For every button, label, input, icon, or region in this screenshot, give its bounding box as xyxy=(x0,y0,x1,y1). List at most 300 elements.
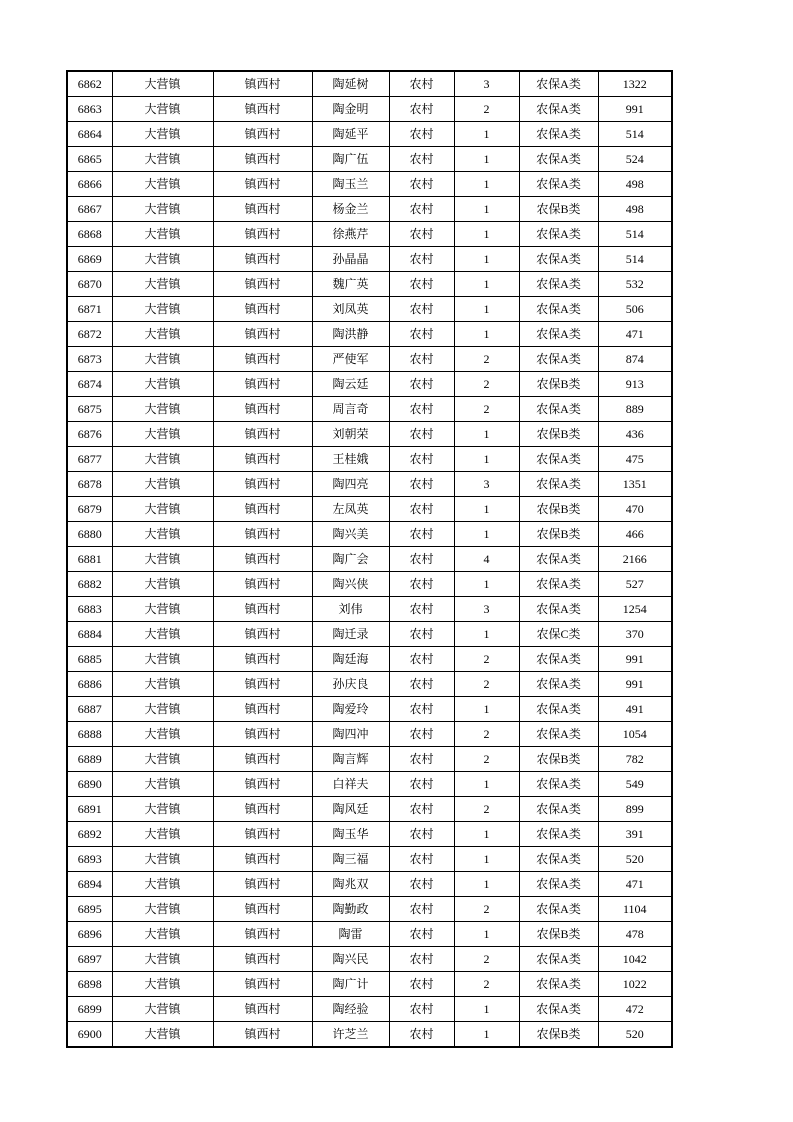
cell-town: 大营镇 xyxy=(112,172,213,197)
cell-serial_no: 6899 xyxy=(67,997,112,1022)
cell-village: 镇西村 xyxy=(213,647,312,672)
cell-name: 杨金兰 xyxy=(312,197,389,222)
cell-serial_no: 6886 xyxy=(67,672,112,697)
table-row xyxy=(67,647,672,672)
cell-village: 镇西村 xyxy=(213,622,312,647)
cell-residence_type: 农村 xyxy=(389,147,454,172)
cell-person_count: 1 xyxy=(454,572,519,597)
table-row xyxy=(67,922,672,947)
cell-amount: 874 xyxy=(598,347,672,372)
cell-village: 镇西村 xyxy=(213,822,312,847)
cell-person_count: 2 xyxy=(454,372,519,397)
cell-residence_type: 农村 xyxy=(389,722,454,747)
cell-town: 大营镇 xyxy=(112,847,213,872)
cell-name: 王桂娥 xyxy=(312,447,389,472)
cell-village: 镇西村 xyxy=(213,71,312,97)
cell-residence_type: 农村 xyxy=(389,897,454,922)
cell-amount: 991 xyxy=(598,97,672,122)
cell-serial_no: 6874 xyxy=(67,372,112,397)
cell-person_count: 1 xyxy=(454,322,519,347)
cell-person_count: 1 xyxy=(454,922,519,947)
cell-village: 镇西村 xyxy=(213,797,312,822)
cell-amount: 782 xyxy=(598,747,672,772)
cell-amount: 899 xyxy=(598,797,672,822)
cell-amount: 889 xyxy=(598,397,672,422)
cell-serial_no: 6896 xyxy=(67,922,112,947)
table-row xyxy=(67,697,672,722)
cell-name: 陶广会 xyxy=(312,547,389,572)
table-row xyxy=(67,797,672,822)
table-row xyxy=(67,197,672,222)
cell-serial_no: 6897 xyxy=(67,947,112,972)
cell-serial_no: 6878 xyxy=(67,472,112,497)
cell-town: 大营镇 xyxy=(112,922,213,947)
cell-residence_type: 农村 xyxy=(389,372,454,397)
cell-person_count: 1 xyxy=(454,147,519,172)
cell-name: 陶四冲 xyxy=(312,722,389,747)
cell-name: 周言奇 xyxy=(312,397,389,422)
cell-amount: 472 xyxy=(598,997,672,1022)
cell-town: 大营镇 xyxy=(112,71,213,97)
cell-name: 陶三福 xyxy=(312,847,389,872)
cell-village: 镇西村 xyxy=(213,872,312,897)
cell-serial_no: 6885 xyxy=(67,647,112,672)
cell-serial_no: 6889 xyxy=(67,747,112,772)
cell-serial_no: 6873 xyxy=(67,347,112,372)
table-row xyxy=(67,672,672,697)
cell-village: 镇西村 xyxy=(213,772,312,797)
cell-residence_type: 农村 xyxy=(389,847,454,872)
cell-insurance_class: 农保A类 xyxy=(519,847,598,872)
table-row xyxy=(67,397,672,422)
cell-person_count: 2 xyxy=(454,897,519,922)
cell-serial_no: 6890 xyxy=(67,772,112,797)
cell-insurance_class: 农保C类 xyxy=(519,622,598,647)
cell-serial_no: 6862 xyxy=(67,71,112,97)
cell-name: 陶爱玲 xyxy=(312,697,389,722)
cell-insurance_class: 农保A类 xyxy=(519,897,598,922)
table-row xyxy=(67,222,672,247)
table-row xyxy=(67,522,672,547)
table-row xyxy=(67,722,672,747)
cell-insurance_class: 农保A类 xyxy=(519,672,598,697)
cell-village: 镇西村 xyxy=(213,272,312,297)
cell-residence_type: 农村 xyxy=(389,797,454,822)
cell-amount: 466 xyxy=(598,522,672,547)
cell-town: 大营镇 xyxy=(112,97,213,122)
cell-insurance_class: 农保A类 xyxy=(519,947,598,972)
cell-name: 陶延平 xyxy=(312,122,389,147)
table-row xyxy=(67,322,672,347)
cell-amount: 524 xyxy=(598,147,672,172)
cell-name: 许芝兰 xyxy=(312,1022,389,1048)
cell-name: 陶风廷 xyxy=(312,797,389,822)
table-row xyxy=(67,947,672,972)
cell-person_count: 1 xyxy=(454,447,519,472)
cell-person_count: 2 xyxy=(454,972,519,997)
cell-person_count: 2 xyxy=(454,397,519,422)
cell-insurance_class: 农保A类 xyxy=(519,447,598,472)
cell-name: 陶雷 xyxy=(312,922,389,947)
cell-insurance_class: 农保A类 xyxy=(519,997,598,1022)
cell-town: 大营镇 xyxy=(112,747,213,772)
cell-insurance_class: 农保A类 xyxy=(519,597,598,622)
cell-serial_no: 6868 xyxy=(67,222,112,247)
cell-village: 镇西村 xyxy=(213,247,312,272)
records-table-body xyxy=(67,71,672,1047)
cell-town: 大营镇 xyxy=(112,622,213,647)
cell-village: 镇西村 xyxy=(213,447,312,472)
cell-town: 大营镇 xyxy=(112,247,213,272)
cell-serial_no: 6867 xyxy=(67,197,112,222)
cell-person_count: 1 xyxy=(454,497,519,522)
cell-amount: 491 xyxy=(598,697,672,722)
cell-insurance_class: 农保A类 xyxy=(519,697,598,722)
cell-name: 刘凤英 xyxy=(312,297,389,322)
cell-town: 大营镇 xyxy=(112,122,213,147)
cell-person_count: 2 xyxy=(454,947,519,972)
cell-town: 大营镇 xyxy=(112,447,213,472)
cell-name: 孙庆良 xyxy=(312,672,389,697)
cell-insurance_class: 农保B类 xyxy=(519,422,598,447)
table-row xyxy=(67,597,672,622)
cell-insurance_class: 农保A类 xyxy=(519,797,598,822)
cell-town: 大营镇 xyxy=(112,397,213,422)
table-row xyxy=(67,172,672,197)
cell-serial_no: 6888 xyxy=(67,722,112,747)
cell-amount: 527 xyxy=(598,572,672,597)
cell-town: 大营镇 xyxy=(112,522,213,547)
table-row xyxy=(67,247,672,272)
cell-town: 大营镇 xyxy=(112,322,213,347)
cell-town: 大营镇 xyxy=(112,497,213,522)
cell-amount: 514 xyxy=(598,247,672,272)
cell-residence_type: 农村 xyxy=(389,947,454,972)
cell-serial_no: 6881 xyxy=(67,547,112,572)
cell-residence_type: 农村 xyxy=(389,497,454,522)
table-row xyxy=(67,71,672,97)
cell-residence_type: 农村 xyxy=(389,597,454,622)
cell-insurance_class: 农保A类 xyxy=(519,972,598,997)
cell-amount: 471 xyxy=(598,322,672,347)
cell-residence_type: 农村 xyxy=(389,71,454,97)
cell-village: 镇西村 xyxy=(213,722,312,747)
cell-residence_type: 农村 xyxy=(389,472,454,497)
cell-residence_type: 农村 xyxy=(389,522,454,547)
cell-serial_no: 6882 xyxy=(67,572,112,597)
cell-insurance_class: 农保A类 xyxy=(519,297,598,322)
cell-town: 大营镇 xyxy=(112,297,213,322)
cell-town: 大营镇 xyxy=(112,722,213,747)
cell-insurance_class: 农保A类 xyxy=(519,872,598,897)
cell-town: 大营镇 xyxy=(112,872,213,897)
cell-person_count: 1 xyxy=(454,997,519,1022)
cell-amount: 370 xyxy=(598,622,672,647)
cell-person_count: 1 xyxy=(454,197,519,222)
cell-village: 镇西村 xyxy=(213,972,312,997)
cell-town: 大营镇 xyxy=(112,272,213,297)
cell-serial_no: 6894 xyxy=(67,872,112,897)
table-row xyxy=(67,872,672,897)
cell-residence_type: 农村 xyxy=(389,822,454,847)
cell-town: 大营镇 xyxy=(112,472,213,497)
cell-serial_no: 6865 xyxy=(67,147,112,172)
cell-amount: 1054 xyxy=(598,722,672,747)
cell-serial_no: 6875 xyxy=(67,397,112,422)
cell-village: 镇西村 xyxy=(213,172,312,197)
cell-person_count: 2 xyxy=(454,722,519,747)
table-row xyxy=(67,97,672,122)
cell-amount: 520 xyxy=(598,1022,672,1048)
cell-person_count: 1 xyxy=(454,697,519,722)
cell-person_count: 1 xyxy=(454,772,519,797)
cell-residence_type: 农村 xyxy=(389,322,454,347)
cell-name: 陶金明 xyxy=(312,97,389,122)
cell-residence_type: 农村 xyxy=(389,272,454,297)
cell-town: 大营镇 xyxy=(112,947,213,972)
cell-person_count: 1 xyxy=(454,272,519,297)
cell-person_count: 3 xyxy=(454,597,519,622)
cell-village: 镇西村 xyxy=(213,347,312,372)
table-row xyxy=(67,297,672,322)
cell-person_count: 2 xyxy=(454,672,519,697)
cell-village: 镇西村 xyxy=(213,497,312,522)
cell-name: 陶玉兰 xyxy=(312,172,389,197)
cell-town: 大营镇 xyxy=(112,647,213,672)
cell-amount: 1022 xyxy=(598,972,672,997)
cell-serial_no: 6892 xyxy=(67,822,112,847)
table-row xyxy=(67,447,672,472)
cell-person_count: 2 xyxy=(454,747,519,772)
cell-village: 镇西村 xyxy=(213,897,312,922)
cell-insurance_class: 农保B类 xyxy=(519,747,598,772)
cell-person_count: 3 xyxy=(454,472,519,497)
table-row xyxy=(67,972,672,997)
cell-village: 镇西村 xyxy=(213,572,312,597)
cell-amount: 506 xyxy=(598,297,672,322)
cell-name: 陶勤政 xyxy=(312,897,389,922)
cell-amount: 991 xyxy=(598,647,672,672)
cell-village: 镇西村 xyxy=(213,847,312,872)
records-table xyxy=(66,70,673,1048)
table-row xyxy=(67,347,672,372)
cell-serial_no: 6870 xyxy=(67,272,112,297)
cell-name: 陶迁录 xyxy=(312,622,389,647)
cell-village: 镇西村 xyxy=(213,97,312,122)
cell-residence_type: 农村 xyxy=(389,922,454,947)
cell-insurance_class: 农保B类 xyxy=(519,372,598,397)
cell-insurance_class: 农保A类 xyxy=(519,772,598,797)
cell-name: 左凤英 xyxy=(312,497,389,522)
table-row xyxy=(67,497,672,522)
cell-insurance_class: 农保A类 xyxy=(519,122,598,147)
cell-town: 大营镇 xyxy=(112,972,213,997)
cell-amount: 532 xyxy=(598,272,672,297)
cell-residence_type: 农村 xyxy=(389,872,454,897)
cell-town: 大营镇 xyxy=(112,547,213,572)
cell-serial_no: 6880 xyxy=(67,522,112,547)
table-row xyxy=(67,122,672,147)
table-row xyxy=(67,422,672,447)
cell-insurance_class: 农保B类 xyxy=(519,497,598,522)
cell-insurance_class: 农保A类 xyxy=(519,647,598,672)
table-row xyxy=(67,822,672,847)
cell-insurance_class: 农保A类 xyxy=(519,222,598,247)
cell-serial_no: 6872 xyxy=(67,322,112,347)
cell-town: 大营镇 xyxy=(112,197,213,222)
cell-village: 镇西村 xyxy=(213,422,312,447)
cell-insurance_class: 农保B类 xyxy=(519,922,598,947)
cell-name: 陶云廷 xyxy=(312,372,389,397)
cell-village: 镇西村 xyxy=(213,472,312,497)
cell-insurance_class: 农保A类 xyxy=(519,272,598,297)
cell-insurance_class: 农保A类 xyxy=(519,247,598,272)
cell-amount: 520 xyxy=(598,847,672,872)
cell-name: 白祥夫 xyxy=(312,772,389,797)
cell-amount: 913 xyxy=(598,372,672,397)
cell-insurance_class: 农保B类 xyxy=(519,522,598,547)
cell-serial_no: 6864 xyxy=(67,122,112,147)
cell-amount: 1104 xyxy=(598,897,672,922)
cell-serial_no: 6898 xyxy=(67,972,112,997)
cell-person_count: 1 xyxy=(454,222,519,247)
cell-residence_type: 农村 xyxy=(389,422,454,447)
cell-residence_type: 农村 xyxy=(389,247,454,272)
cell-village: 镇西村 xyxy=(213,547,312,572)
cell-amount: 1322 xyxy=(598,71,672,97)
cell-residence_type: 农村 xyxy=(389,747,454,772)
cell-town: 大营镇 xyxy=(112,147,213,172)
table-row xyxy=(67,572,672,597)
cell-village: 镇西村 xyxy=(213,372,312,397)
cell-amount: 475 xyxy=(598,447,672,472)
cell-insurance_class: 农保A类 xyxy=(519,147,598,172)
cell-serial_no: 6877 xyxy=(67,447,112,472)
cell-serial_no: 6895 xyxy=(67,897,112,922)
cell-town: 大营镇 xyxy=(112,222,213,247)
cell-name: 刘朝荣 xyxy=(312,422,389,447)
cell-town: 大营镇 xyxy=(112,672,213,697)
cell-name: 陶四亮 xyxy=(312,472,389,497)
cell-village: 镇西村 xyxy=(213,1022,312,1048)
cell-person_count: 1 xyxy=(454,297,519,322)
cell-person_count: 1 xyxy=(454,422,519,447)
cell-serial_no: 6879 xyxy=(67,497,112,522)
cell-person_count: 1 xyxy=(454,122,519,147)
cell-residence_type: 农村 xyxy=(389,197,454,222)
cell-amount: 498 xyxy=(598,197,672,222)
cell-village: 镇西村 xyxy=(213,122,312,147)
cell-insurance_class: 农保A类 xyxy=(519,547,598,572)
cell-town: 大营镇 xyxy=(112,772,213,797)
cell-village: 镇西村 xyxy=(213,597,312,622)
table-row xyxy=(67,847,672,872)
cell-residence_type: 农村 xyxy=(389,297,454,322)
cell-insurance_class: 农保A类 xyxy=(519,722,598,747)
cell-town: 大营镇 xyxy=(112,372,213,397)
cell-amount: 471 xyxy=(598,872,672,897)
cell-person_count: 1 xyxy=(454,822,519,847)
cell-residence_type: 农村 xyxy=(389,997,454,1022)
table-row xyxy=(67,772,672,797)
cell-village: 镇西村 xyxy=(213,147,312,172)
cell-insurance_class: 农保B类 xyxy=(519,1022,598,1048)
cell-village: 镇西村 xyxy=(213,322,312,347)
cell-insurance_class: 农保A类 xyxy=(519,822,598,847)
cell-town: 大营镇 xyxy=(112,797,213,822)
cell-insurance_class: 农保A类 xyxy=(519,97,598,122)
cell-person_count: 2 xyxy=(454,647,519,672)
cell-name: 陶广伍 xyxy=(312,147,389,172)
cell-person_count: 1 xyxy=(454,622,519,647)
cell-person_count: 1 xyxy=(454,247,519,272)
cell-insurance_class: 农保A类 xyxy=(519,347,598,372)
cell-amount: 514 xyxy=(598,222,672,247)
table-row xyxy=(67,747,672,772)
table-row xyxy=(67,472,672,497)
cell-residence_type: 农村 xyxy=(389,772,454,797)
cell-residence_type: 农村 xyxy=(389,172,454,197)
cell-village: 镇西村 xyxy=(213,397,312,422)
table-row xyxy=(67,997,672,1022)
table-row xyxy=(67,1022,672,1048)
cell-person_count: 3 xyxy=(454,71,519,97)
cell-name: 陶言辉 xyxy=(312,747,389,772)
cell-residence_type: 农村 xyxy=(389,222,454,247)
cell-village: 镇西村 xyxy=(213,522,312,547)
cell-serial_no: 6866 xyxy=(67,172,112,197)
cell-name: 陶洪静 xyxy=(312,322,389,347)
cell-amount: 514 xyxy=(598,122,672,147)
table-row xyxy=(67,147,672,172)
cell-amount: 436 xyxy=(598,422,672,447)
table-row xyxy=(67,272,672,297)
cell-amount: 1254 xyxy=(598,597,672,622)
cell-town: 大营镇 xyxy=(112,822,213,847)
cell-residence_type: 农村 xyxy=(389,572,454,597)
cell-amount: 470 xyxy=(598,497,672,522)
cell-town: 大营镇 xyxy=(112,422,213,447)
cell-person_count: 1 xyxy=(454,172,519,197)
cell-town: 大营镇 xyxy=(112,597,213,622)
cell-person_count: 2 xyxy=(454,97,519,122)
cell-name: 陶兴侠 xyxy=(312,572,389,597)
cell-insurance_class: 农保A类 xyxy=(519,572,598,597)
cell-residence_type: 农村 xyxy=(389,97,454,122)
cell-serial_no: 6863 xyxy=(67,97,112,122)
cell-village: 镇西村 xyxy=(213,297,312,322)
cell-person_count: 4 xyxy=(454,547,519,572)
cell-residence_type: 农村 xyxy=(389,622,454,647)
cell-name: 陶廷海 xyxy=(312,647,389,672)
cell-name: 陶延树 xyxy=(312,71,389,97)
cell-residence_type: 农村 xyxy=(389,697,454,722)
cell-name: 陶广计 xyxy=(312,972,389,997)
cell-person_count: 2 xyxy=(454,797,519,822)
cell-residence_type: 农村 xyxy=(389,647,454,672)
cell-name: 陶兴民 xyxy=(312,947,389,972)
cell-insurance_class: 农保A类 xyxy=(519,71,598,97)
cell-amount: 991 xyxy=(598,672,672,697)
cell-town: 大营镇 xyxy=(112,347,213,372)
cell-amount: 1351 xyxy=(598,472,672,497)
cell-serial_no: 6884 xyxy=(67,622,112,647)
cell-insurance_class: 农保A类 xyxy=(519,322,598,347)
cell-town: 大营镇 xyxy=(112,697,213,722)
cell-residence_type: 农村 xyxy=(389,397,454,422)
cell-amount: 498 xyxy=(598,172,672,197)
cell-name: 孙晶晶 xyxy=(312,247,389,272)
